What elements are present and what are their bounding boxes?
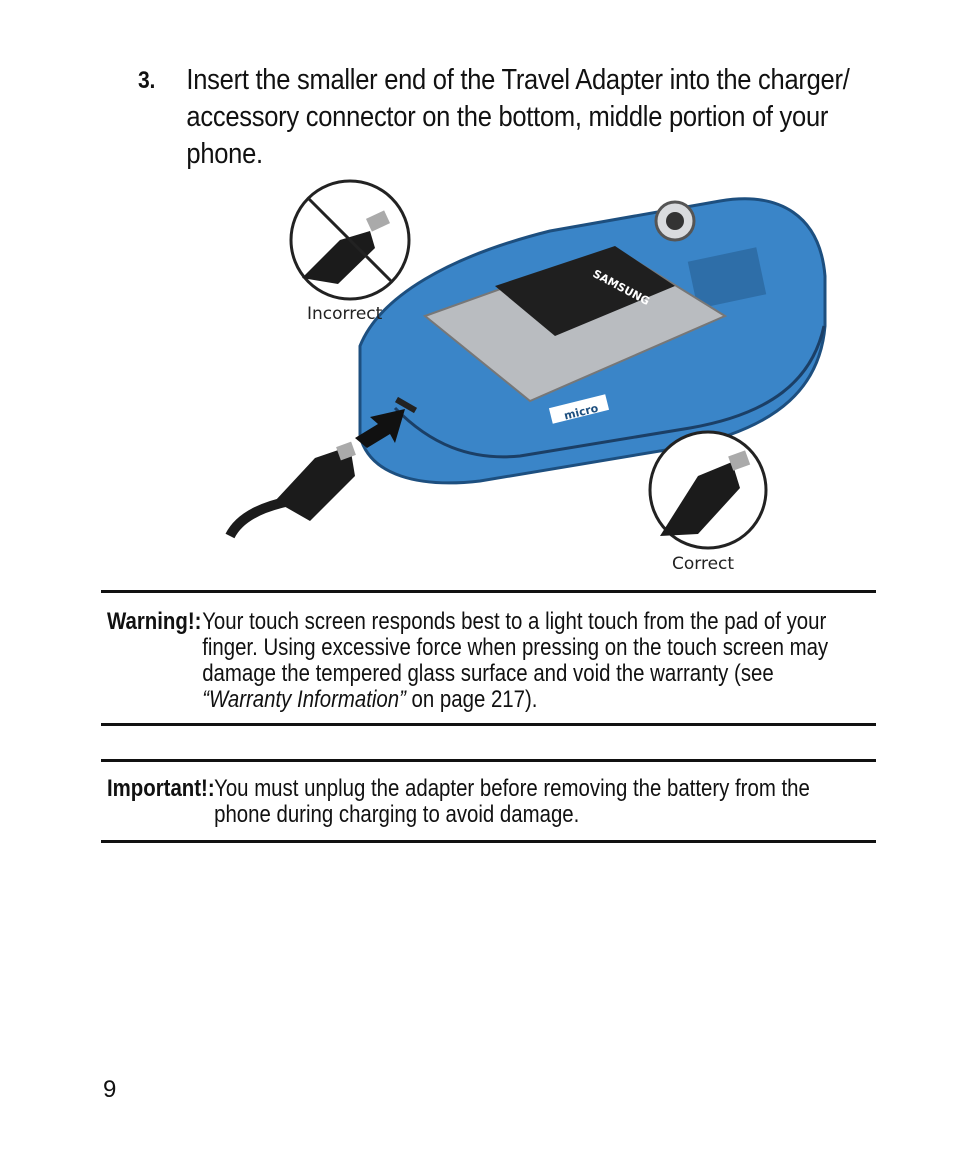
page-number: 9 [103, 1076, 117, 1103]
warning-label: Warning!: [107, 608, 202, 635]
charger-illustration [220, 176, 840, 576]
warning-top-rule [101, 590, 876, 593]
important-top-rule [101, 759, 876, 762]
microsd-logo: micro [562, 401, 600, 423]
step-3 [138, 62, 850, 173]
important-note [107, 776, 855, 828]
label-correct: Correct [672, 554, 735, 574]
warning-note [107, 609, 855, 713]
step-text: Insert the smaller end of the Travel Adapter into the charger/ accessory connector on the bottom, middle portion of your phone. [186, 64, 850, 170]
cable [230, 501, 290, 536]
important-bottom-rule [101, 840, 876, 843]
phone-charging-drawing [220, 176, 840, 576]
battery-brand: SAMSUNG [590, 267, 652, 308]
warranty-reference: “Warranty Information” [202, 686, 406, 713]
important-label: Important!: [107, 775, 215, 802]
warning-text-end: on page 217). [405, 686, 538, 713]
warning-body [202, 609, 865, 713]
important-text: You must unplug the adapter before removing the battery from the phone during charging to avoid damage. [214, 775, 810, 828]
warning-bottom-rule [101, 723, 876, 726]
step-number: 3. [138, 67, 156, 94]
label-incorrect: Incorrect [307, 304, 383, 324]
warning-text: Your touch screen responds best to a light touch from the pad of your finger. Using excessive force when pressing on the touch screen may damage the tempered glass surface and void the warranty (see [202, 608, 829, 687]
